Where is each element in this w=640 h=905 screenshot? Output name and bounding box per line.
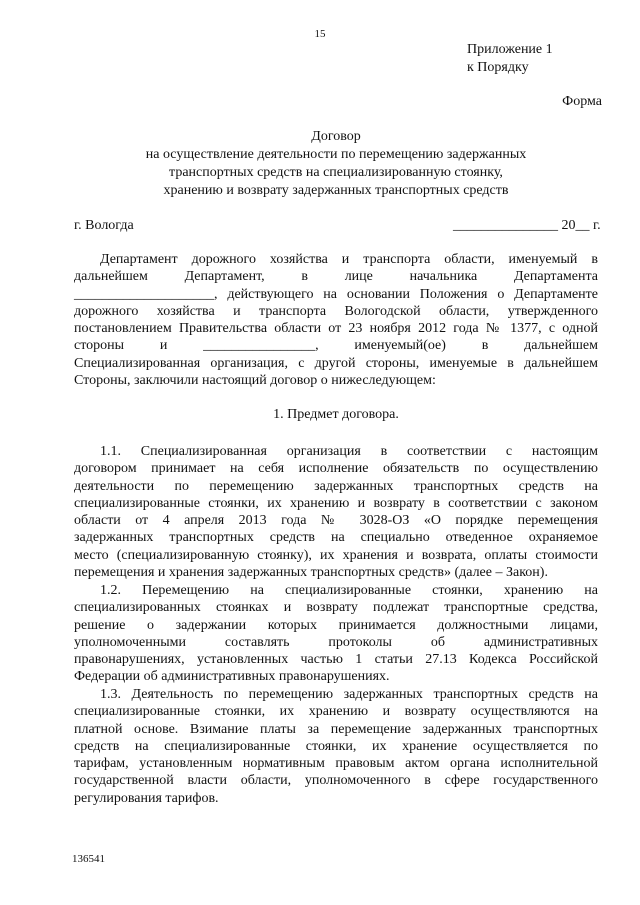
clause-1-3 [74,686,598,807]
text-line: договором принимает на себя исполнение обязательств по осуществлению [74,461,598,477]
document-code: 136541 [72,853,105,865]
city-label: г. Вологда [74,218,134,233]
text-line: 1.2. Перемещению на специализированные стоянки, хранению на [100,583,598,598]
text-line: платной основе. Взимание платы за перемещение задержанных транспортных [74,721,598,737]
date-field: _______________ 20__ г. [453,218,601,233]
text-line: дальнейшем Департамент, в лице начальника Департамента [74,269,598,285]
text-line: специализированные стоянки, их хранению и возврату в соответствии с законом [74,495,598,511]
text-line: постановлением Правительства области от 23 ноября 2012 года № 1377, с одной [74,321,598,337]
text-line: 1.3. Деятельность по перемещению задержанных транспортных средств на [100,687,598,702]
clause-1-1 [74,443,598,581]
text-line: 1.1. Специализированная организация в соответствии с настоящим [100,444,598,459]
title-line-3: транспортных средств на специализированную стоянку, [169,165,503,180]
page-number: 15 [314,28,326,40]
text-line: Федерации об административных правонарушениях. [74,669,390,685]
text-line: Стороны, заключили настоящий договор о нижеследующем: [74,373,436,389]
section-heading: 1. Предмет договора. [273,407,399,422]
text-line: специализированных стоянках и возврату подлежат транспортные средства, [74,600,598,616]
text-line: стороны и ________________, именуемый(ое) в дальнейшем [74,338,598,354]
text-line: правонарушениях, установленных частью 1 статьи 27.13 Кодекса Российской [74,652,598,668]
text-line: специализированные стоянки, их хранению и возврату осуществляются на [74,704,598,720]
text-line: перемещения и хранения задержанных транспортных средств» (далее – Закон). [74,565,548,581]
text-line: ____________________, действующего на основании Положения о Департаменте [74,286,598,302]
title-line-4: хранению и возврату задержанных транспортных средств [163,183,509,198]
text-line: тарифам, установленным нормативным правовым актом органа исполнительной [74,756,598,772]
appendix-line-2: к Порядку [467,60,529,75]
clause-1-2 [74,582,598,686]
text-line: регулирования тарифов. [74,790,219,806]
text-line: решение о задержании которых принимается должностными лицами, [74,617,598,633]
text-line: задержанных транспортных средств на специально отведенное охраняемое [74,530,598,546]
text-line: государственной власти области, уполномоченного в сфере государственного [74,773,598,789]
title-line-2: на осуществление деятельности по перемещению задержанных [145,147,527,162]
text-line: Департамент дорожного хозяйства и транспорта области, именуемый в [100,252,598,267]
text-line: дорожного хозяйства и транспорта Вологодской области, утвержденного [74,303,598,319]
document-title [0,128,640,200]
text-line: Специализированная организация, с другой стороны, именуемые в дальнейшем [74,355,598,371]
text-line: области от 4 апреля 2013 года № 3028-ОЗ «О порядке перемещения [74,513,598,529]
preamble-paragraph [74,251,598,389]
text-line: средств на специализированные стоянки, их хранение осуществляется по [74,738,598,754]
text-line: уполномоченными составлять протоколы об административных [74,634,598,650]
text-line: деятельности по перемещению задержанных транспортных средств на [74,478,598,494]
appendix-line-1: Приложение 1 [467,42,553,57]
appendix-note [467,41,553,77]
form-label: Форма [562,94,602,109]
title-line-1: Договор [311,129,361,144]
text-line: место (специализированную стоянку), их хранения и возврата, оплаты стоимости [74,547,598,563]
